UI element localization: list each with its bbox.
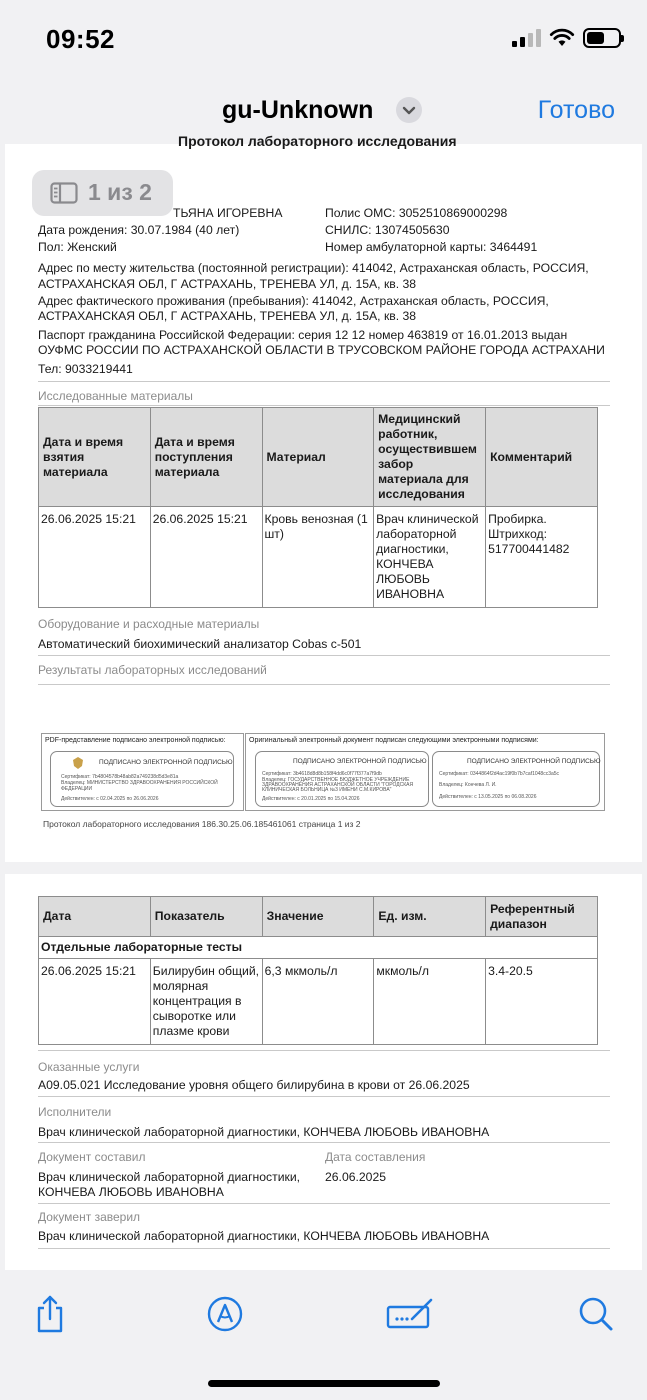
status-time: 09:52	[46, 24, 115, 54]
divider	[38, 655, 610, 656]
certified-value: Врач клинической лабораторной диагностики, КОНЧЕВА ЛЮБОВЬ ИВАНОВНА	[38, 1229, 490, 1243]
patient-card: Номер амбулаторной карты: 3464491	[325, 240, 538, 254]
passport-2: ОУФМС РОССИИ ПО АСТРАХАНСКОЙ ОБЛАСТИ В ТРУСОВСКОМ РАЙОНЕ ГОРОДА АСТРАХАНИ	[38, 343, 605, 357]
signature-icon	[386, 1294, 436, 1334]
date-label: Дата составления	[325, 1150, 426, 1164]
stamp-heading: ПОДПИСАНО ЭЛЕКТРОННОЙ ПОДПИСЬЮ	[467, 758, 601, 765]
table-header-cell: Ед. изм.	[374, 897, 486, 937]
address-registration-2: АСТРАХАНСКАЯ ОБЛ, Г АСТРАХАНЬ, ТРЕНЕВА УЛ, д. 15А, кв. 38	[38, 277, 417, 291]
patient-sex: Пол: Женский	[38, 240, 117, 254]
table-header-row	[39, 897, 598, 937]
signature-stamp	[255, 751, 429, 807]
share-icon	[28, 1294, 72, 1334]
markup-button[interactable]	[203, 1294, 247, 1334]
stamp-line: Сертификат: 0344864f2d4ac19f0b7b7caf1048cc3a5c	[439, 771, 560, 777]
page-footer: Протокол лабораторного исследования 186.30.25.06.185461061 страница 1 из 2	[43, 819, 361, 829]
equipment-value: Автоматический биохимический анализатор Cobas c-501	[38, 637, 362, 651]
page-indicator[interactable]	[32, 170, 173, 216]
sidebar-icon	[50, 182, 78, 204]
materials-table	[38, 407, 598, 608]
share-button[interactable]	[28, 1294, 72, 1334]
divider	[38, 1050, 610, 1051]
title-menu-button[interactable]	[396, 97, 422, 123]
signature-button[interactable]	[386, 1294, 436, 1334]
certified-label: Документ заверил	[38, 1210, 141, 1224]
table-cell: 3.4-20.5	[486, 959, 598, 1045]
materials-label: Исследованные материалы	[38, 389, 193, 403]
address-registration-1: Адрес по месту жительства (постоянной регистрации): 414042, Астраханская область, РОССИЯ,	[38, 261, 589, 275]
table-header-cell: Медицинский работник, осуществившем забор материала для исследования	[374, 408, 486, 507]
table-cell: Врач клинической лабораторной диагностики, КОНЧЕВА ЛЮБОВЬ ИВАНОВНА	[374, 507, 486, 608]
divider	[38, 381, 610, 382]
table-cell: Пробирка. Штрихкод: 517700441482	[486, 507, 598, 608]
table-header-row	[39, 408, 598, 507]
status-bar	[0, 0, 647, 80]
table-header-cell: Показатель	[150, 897, 262, 937]
table-row	[39, 507, 598, 608]
stamp-line: Владелец: Кончева Л. И.	[439, 782, 497, 788]
emblem-icon	[71, 756, 85, 770]
composed-value-2: КОНЧЕВА ЛЮБОВЬ ИВАНОВНА	[38, 1185, 224, 1199]
search-button[interactable]	[575, 1294, 619, 1334]
chevron-down-icon	[396, 97, 422, 123]
divider	[38, 1096, 610, 1097]
stamp-line: Сертификат: 7b4804578b48ab82a749238d5d3e81a	[61, 774, 179, 780]
table-header-cell: Дата и время поступления материала	[150, 408, 262, 507]
signature-stamp	[432, 751, 600, 807]
wifi-icon	[550, 29, 574, 47]
address-actual-1: Адрес фактического проживания (пребывания): 414042, Астраханская область, РОССИЯ,	[38, 294, 549, 308]
divider	[38, 405, 610, 406]
table-cell: мкмоль/л	[374, 959, 486, 1045]
stamp-heading: ПОДПИСАНО ЭЛЕКТРОННОЙ ПОДПИСЬЮ	[293, 758, 427, 765]
stamp-line: Действителен: с 20.01.2025 по 15.04.2026	[262, 796, 360, 802]
services-value: A09.05.021 Исследование уровня общего билирубина в крови от 26.06.2025	[38, 1078, 470, 1092]
table-header-cell: Референтный диапазон	[486, 897, 598, 937]
document-title[interactable]: gu-Unknown	[222, 96, 374, 124]
table-row	[39, 959, 598, 1045]
document-page-2[interactable]	[5, 874, 642, 1270]
status-icons	[512, 28, 621, 48]
patient-name: ТЬЯНА ИГОРЕВНА	[173, 206, 283, 220]
patient-phone: Тел: 9033219441	[38, 362, 133, 376]
table-cell: Билирубин общий, молярная концентрация в сыворотке или плазме крови	[150, 959, 262, 1045]
composed-label: Документ составил	[38, 1150, 146, 1164]
cellular-signal-icon	[512, 29, 541, 47]
stamp-line: Владелец: ГОСУДАРСТВЕННОЕ БЮДЖЕТНОЕ УЧРЕЖДЕНИЕ	[262, 777, 410, 783]
equipment-label: Оборудование и расходные материалы	[38, 617, 260, 631]
divider	[38, 1142, 610, 1143]
document-page-1[interactable]	[5, 133, 642, 862]
original-signature-title: Оригинальный электронный документ подписан следующими электронными подписями:	[249, 737, 539, 744]
markup-icon	[203, 1294, 247, 1334]
stamp-line: КЛИНИЧЕСКАЯ БОЛЬНИЦА №3 ИМЕНИ С.М.КИРОВА"	[262, 787, 392, 793]
table-cell: 6,3 мкмоль/л	[262, 959, 374, 1045]
stamp-line: ФЕДЕРАЦИИ	[61, 786, 93, 792]
divider	[38, 1248, 610, 1249]
patient-snils: СНИЛС: 13074505630	[325, 223, 450, 237]
original-signature-box	[245, 733, 605, 811]
stamp-line: Владелец: МИНИСТЕРСТВО ЗДРАВООХРАНЕНИЯ РОССИЙСКОЙ	[61, 780, 218, 786]
table-group-row	[39, 937, 598, 959]
table-header-cell: Материал	[262, 408, 374, 507]
table-cell: 26.06.2025 15:21	[39, 507, 151, 608]
stamp-line: Действителен: с 13.05.2025 по 06.08.2026	[439, 794, 537, 800]
done-button[interactable]: Готово	[537, 96, 615, 124]
divider	[38, 1203, 610, 1204]
stamp-heading: ПОДПИСАНО ЭЛЕКТРОННОЙ ПОДПИСЬЮ	[99, 759, 233, 766]
search-icon	[575, 1294, 619, 1334]
home-indicator[interactable]	[208, 1380, 440, 1387]
results-label: Результаты лабораторных исследований	[38, 663, 267, 677]
patient-oms: Полис ОМС: 3052510869000298	[325, 206, 508, 220]
table-header-cell: Комментарий	[486, 408, 598, 507]
passport-1: Паспорт гражданина Российской Федерации: серия 12 12 номер 463819 от 16.01.2013 выдан	[38, 328, 568, 342]
services-label: Оказанные услуги	[38, 1060, 140, 1074]
table-header-cell: Значение	[262, 897, 374, 937]
pdf-signature-title: PDF-представление подписано электронной подписью:	[45, 737, 226, 744]
protocol-title: Протокол лабораторного исследования	[178, 133, 457, 149]
table-group-cell: Отдельные лабораторные тесты	[39, 937, 598, 959]
table-cell: 26.06.2025 15:21	[39, 959, 151, 1045]
stamp-line: Сертификат: 3b4618d8d8b158f4dd6c0f77f377a7f9db	[262, 771, 382, 777]
table-header-cell: Дата	[39, 897, 151, 937]
address-actual-2: АСТРАХАНСКАЯ ОБЛ, Г АСТРАХАНЬ, ТРЕНЕВА УЛ, д. 15А, кв. 38	[38, 309, 417, 323]
patient-birth: Дата рождения: 30.07.1984 (40 лет)	[38, 223, 240, 237]
stamp-line: ЗДРАВООХРАНЕНИЯ АСТРАХАНСКОЙ ОБЛАСТИ "ГОРОДСКАЯ	[262, 782, 414, 788]
composed-value-1: Врач клинической лабораторной диагностики,	[38, 1170, 301, 1184]
stamp-line: Действителен: с 02.04.2025 по 26.06.2026	[61, 796, 159, 802]
table-cell: Кровь венозная (1 шт)	[262, 507, 374, 608]
executors-label: Исполнители	[38, 1105, 112, 1119]
pdf-signature-box	[41, 733, 244, 811]
date-value: 26.06.2025	[325, 1170, 386, 1184]
page-indicator-label: 1 из 2	[88, 179, 152, 205]
signature-stamp	[50, 751, 234, 807]
table-cell: 26.06.2025 15:21	[150, 507, 262, 608]
executors-value: Врач клинической лабораторной диагностики, КОНЧЕВА ЛЮБОВЬ ИВАНОВНА	[38, 1125, 490, 1139]
divider	[38, 684, 610, 685]
table-header-cell: Дата и время взятия материала	[39, 408, 151, 507]
battery-icon	[583, 28, 621, 48]
results-table	[38, 896, 598, 1045]
